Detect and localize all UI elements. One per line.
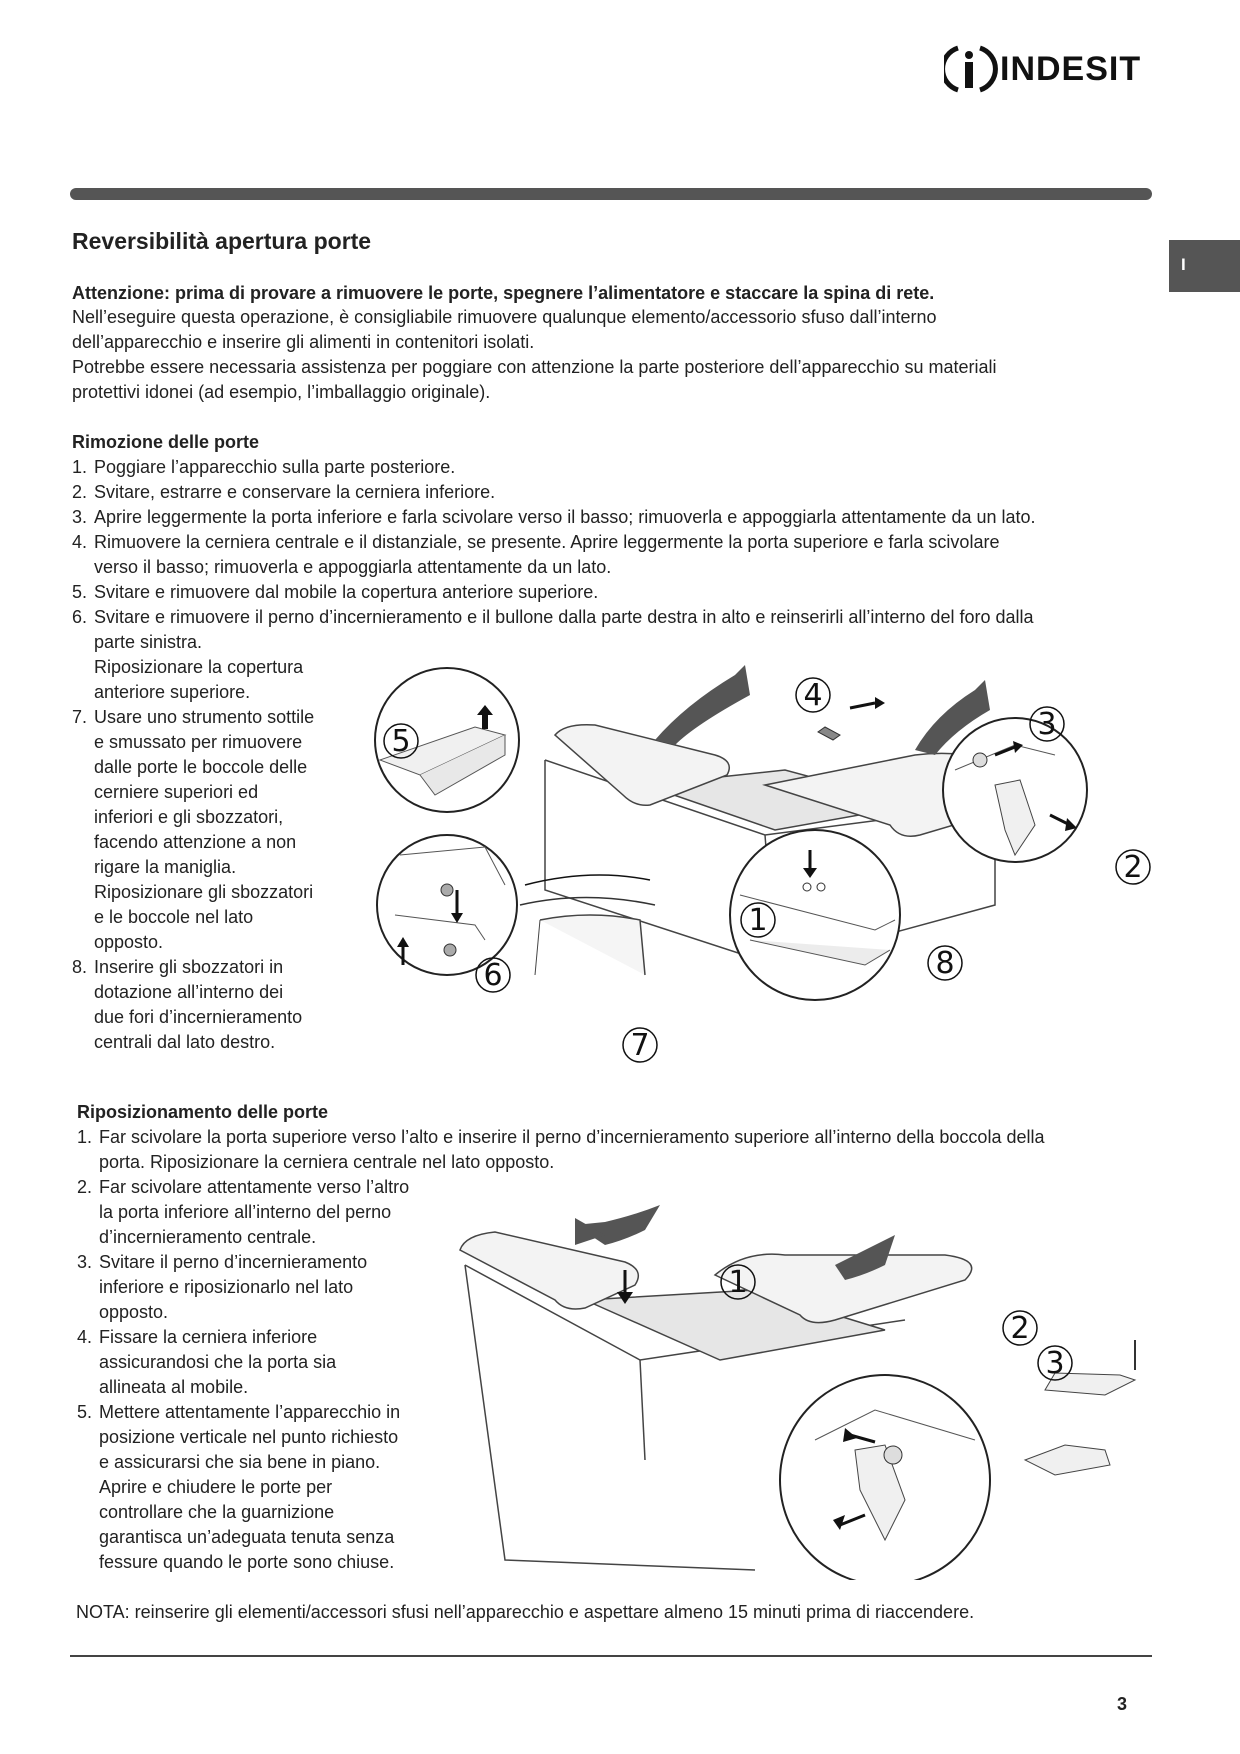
intro-line-3: Potrebbe essere necessaria assistenza per poggiare con attenzione la parte posteriore dell’apparecchio su materiali [72, 357, 997, 377]
brand-logo [944, 44, 1154, 94]
brand-name: INDESIT [1000, 50, 1142, 88]
intro-line-2: dell’apparecchio e inserire gli alimenti in contenitori isolati. [72, 332, 535, 352]
warning-text: Attenzione: prima di provare a rimuovere le porte, spegnere l’alimentatore e staccare la spina di rete. [72, 283, 935, 303]
note-text: NOTA: reinserire gli elementi/accessori sfusi nell’apparecchio e aspettare almeno 15 minuti prima di riaccendere. [76, 1602, 975, 1622]
list-item: 4. Fissare la cerniera inferiore assicurandosi che la porta sia allineata al mobile. [77, 1327, 337, 1397]
figure2-label-2: 2 [1010, 1311, 1030, 1346]
door-removal-diagram [355, 665, 1175, 1095]
list-item: 8. Inserire gli sbozzatori in dotazione all’interno dei due fori d’incernieramento centrali dal lato destro. [72, 957, 303, 1052]
list-item: 5. Mettere attentamente l’apparecchio in posizione verticale nel punto richiesto e assicurarsi che sia bene in piano. Aprire e chiudere le porte per controllare che la guarnizione garantisca un’adeguata tenuta senza fessure quando le porte sono chiuse. [77, 1402, 401, 1572]
figure1-label-6: 6 [483, 958, 503, 993]
list-item: 1. Poggiare l’apparecchio sulla parte posteriore. [72, 457, 456, 477]
figure1-label-5: 5 [391, 724, 411, 759]
list-item: 3. Aprire leggermente la porta inferiore e farla scivolare verso il basso; rimuoverla e appoggiarla attentamente da un lato. [72, 507, 1036, 527]
list-item: 7. Usare uno strumento sottile e smussato per rimuovere dalle porte le boccole delle cerniere superiori ed inferiori e gli sbozzatori, facendo attenzione a non rigare la maniglia. Riposizionare gli sbozzatori e le boccole nel lato opposto. [72, 707, 315, 952]
page-title: Reversibilità apertura porte [72, 228, 372, 254]
figure2-label-1: 1 [728, 1265, 748, 1300]
footer-divider [70, 1655, 1152, 1657]
removal-heading: Rimozione delle porte [72, 432, 260, 452]
list-item: 3. Svitare il perno d’incernieramento inferiore e riposizionarlo nel lato opposto. [77, 1252, 368, 1322]
language-tab-label: I [1181, 255, 1186, 274]
intro-line-1: Nell’eseguire questa operazione, è consigliabile rimuovere qualunque elemento/accessorio sfuso dall’interno [72, 307, 937, 327]
list-item: 4. Rimuovere la cerniera centrale e il distanziale, se presente. Aprire leggermente la porta superiore e farla scivolare verso il basso; rimuoverla e appoggiarla attentamente da un lato. [72, 532, 1000, 577]
list-item: 2. Far scivolare attentamente verso l’altro la porta inferiore all’interno del perno d’incernieramento centrale. [77, 1177, 410, 1247]
list-item: 1. Far scivolare la porta superiore verso l’alto e inserire il perno d’incernieramento superiore all’interno della boccola della porta. Riposizionare la cerniera centrale nel lato opposto. [77, 1127, 1045, 1172]
list-item: 6. Svitare e rimuovere il perno d’incernieramento e il bullone dalla parte destra in alto e reinserirli all’interno del foro dalla parte sinistra. Riposizionare la copertura anteriore superiore. [72, 607, 1034, 702]
repositioning-heading: Riposizionamento delle porte [77, 1102, 329, 1122]
figure1-label-2: 2 [1123, 850, 1143, 885]
language-tab [1169, 240, 1240, 292]
door-repositioning-diagram [455, 1180, 1175, 1580]
list-item: 5. Svitare e rimuovere dal mobile la copertura anteriore superiore. [72, 582, 599, 602]
intro-line-4: protettivi idonei (ad esempio, l’imballaggio originale). [72, 382, 491, 402]
figure1-label-1: 1 [748, 903, 768, 938]
figure1-label-3: 3 [1037, 707, 1057, 742]
page-number: 3 [1117, 1694, 1128, 1714]
figure1-label-7: 7 [630, 1028, 650, 1063]
figure1-label-8: 8 [935, 946, 955, 981]
list-item: 2. Svitare, estrarre e conservare la cerniera inferiore. [72, 482, 496, 502]
figure1-label-4: 4 [803, 678, 823, 713]
header-divider [70, 188, 1152, 200]
logo-circle-i-icon [944, 44, 1000, 94]
figure2-label-3: 3 [1045, 1346, 1065, 1381]
